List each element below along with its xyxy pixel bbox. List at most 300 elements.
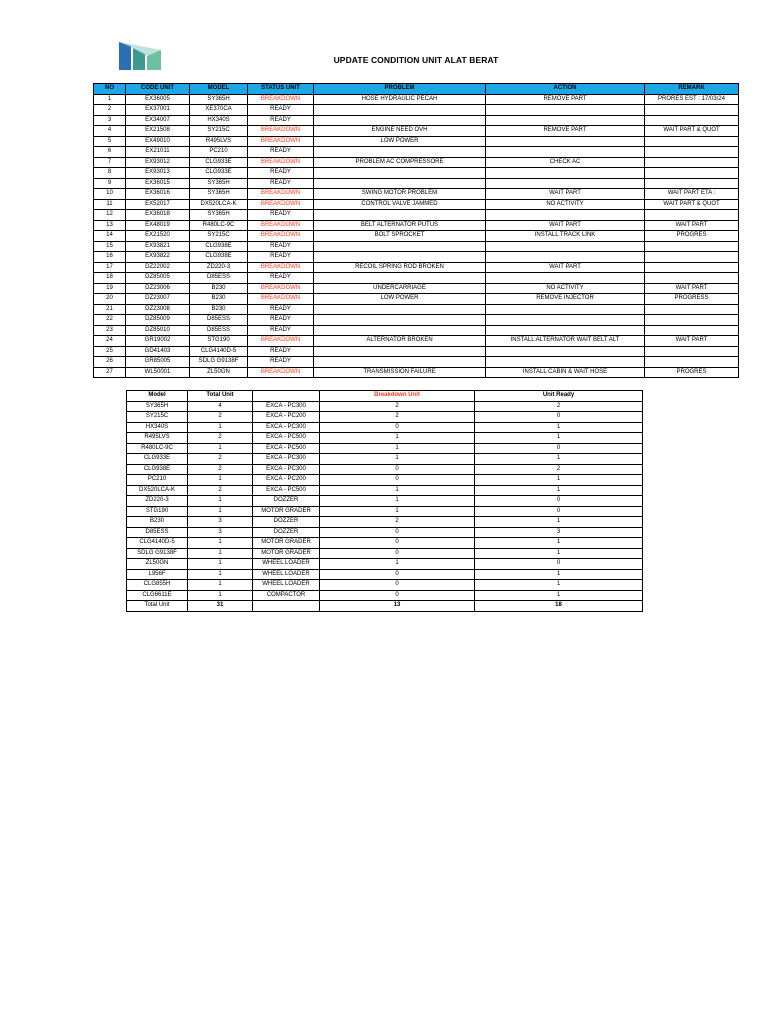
summary-cell-category: EXCA - PC500 [253,485,320,496]
col-header-no: NO [94,84,126,95]
summary-row [127,422,643,433]
cell-model: STG190 [190,336,248,347]
cell-no: 2 [94,105,126,116]
summary-cell-model: CLG4140D-5 [127,538,188,549]
summary-cell-total: 3 [188,517,253,528]
summary-cell-model: B230 [127,517,188,528]
summary-cell-category: DOZZER [253,527,320,538]
cell-action [486,252,645,263]
cell-no: 19 [94,283,126,294]
cell-model: SY215C [190,126,248,137]
summary-cell-total: 1 [188,590,253,601]
cell-status: BREAKDOWN [248,231,314,242]
summary-cell-ready: 1 [475,485,643,496]
cell-problem [314,346,486,357]
col-header-status: STATUS UNIT [248,84,314,95]
cell-problem: ENGINE NEED OVH [314,126,486,137]
cell-action [486,325,645,336]
cell-status: READY [248,325,314,336]
table-row [94,262,739,273]
cell-no: 11 [94,199,126,210]
cell-action: INSTALL ALTERNATOR WAIT BELT ALT [486,336,645,347]
summary-cell-total: 1 [188,569,253,580]
cell-model: D85ESS [190,325,248,336]
summary-cell-total: 4 [188,401,253,412]
summary-cell-breakdown: 0 [320,590,475,601]
summary-total-total: 31 [188,601,253,612]
summary-cell-ready: 1 [475,569,643,580]
cell-status: BREAKDOWN [248,199,314,210]
cell-code: EX93821 [126,241,190,252]
summary-cell-ready: 1 [475,454,643,465]
cell-remark: WAIT PART [645,336,739,347]
cell-code: EX36005 [126,94,190,105]
summary-cell-model: SY215C [127,412,188,423]
summary-row [127,506,643,517]
summary-cell-category: WHEEL LOADER [253,559,320,570]
cell-remark: WAIT PART [645,283,739,294]
cell-status: READY [248,252,314,263]
summary-cell-total: 2 [188,454,253,465]
cell-remark [645,178,739,189]
summary-cell-model: D85ESS [127,527,188,538]
table-row [94,283,739,294]
cell-problem [314,357,486,368]
cell-model: HX340S [190,115,248,126]
cell-no: 13 [94,220,126,231]
cell-problem [314,115,486,126]
summary-row [127,412,643,423]
summary-cell-model: SY365H [127,401,188,412]
cell-remark [645,105,739,116]
summary-total-ready: 18 [475,601,643,612]
cell-model: B230 [190,294,248,305]
cell-action: NO ACTIVITY [486,283,645,294]
summary-cell-breakdown: 0 [320,548,475,559]
cell-status: READY [248,168,314,179]
col-header-remark: REMARK [645,84,739,95]
table-row [94,315,739,326]
cell-model: R495LVS [190,136,248,147]
cell-remark: PROGRES [645,367,739,378]
summary-cell-ready: 1 [475,548,643,559]
cell-action [486,105,645,116]
cell-action: CHECK AC [486,157,645,168]
summary-cell-model: L956F [127,569,188,580]
cell-action [486,273,645,284]
summary-cell-total: 1 [188,580,253,591]
cell-no: 20 [94,294,126,305]
cell-remark [645,241,739,252]
cell-no: 21 [94,304,126,315]
cell-status: READY [248,210,314,221]
table-row [94,304,739,315]
summary-cell-category: EXCA - PC200 [253,475,320,486]
summary-cell-total: 2 [188,412,253,423]
cell-status: BREAKDOWN [248,136,314,147]
cell-code: EX93013 [126,168,190,179]
cell-status: BREAKDOWN [248,94,314,105]
cell-code: EX48019 [126,220,190,231]
cell-model: XE370CA [190,105,248,116]
cell-status: BREAKDOWN [248,262,314,273]
summary-total-label: Total Unit [127,601,188,612]
cell-code: EX49010 [126,136,190,147]
cell-no: 6 [94,147,126,158]
cell-model: CLG938E [190,252,248,263]
cell-no: 10 [94,189,126,200]
cell-remark [645,346,739,357]
cell-no: 16 [94,252,126,263]
summary-cell-model: STG190 [127,506,188,517]
summary-row [127,559,643,570]
cell-remark [645,210,739,221]
summary-cell-ready: 1 [475,433,643,444]
summary-cell-category: MOTOR GRADER [253,506,320,517]
cell-action [486,147,645,158]
table-row [94,241,739,252]
summary-cell-total: 2 [188,464,253,475]
cell-status: READY [248,147,314,158]
cell-problem [314,241,486,252]
cell-model: CLG933E [190,157,248,168]
summary-row [127,569,643,580]
cell-problem [314,168,486,179]
cell-action: INSTALL CABIN & WAIT HOSE [486,367,645,378]
summary-cell-ready: 1 [475,538,643,549]
col-header-model: MODEL [190,84,248,95]
summary-cell-total: 3 [188,527,253,538]
table-row [94,189,739,200]
summary-cell-breakdown: 1 [320,454,475,465]
summary-cell-breakdown: 1 [320,443,475,454]
cell-action: WAIT PART [486,262,645,273]
cell-action [486,168,645,179]
unit-condition-table [93,83,739,378]
summary-cell-model: R480LC-9C [127,443,188,454]
cell-code: EX93012 [126,157,190,168]
cell-action [486,178,645,189]
cell-action [486,304,645,315]
cell-problem: BOLT SPROCKET [314,231,486,242]
cell-code: DZ22002 [126,262,190,273]
cell-no: 5 [94,136,126,147]
cell-status: READY [248,357,314,368]
cell-status: READY [248,105,314,116]
summary-cell-total: 1 [188,538,253,549]
cell-remark [645,252,739,263]
cell-status: READY [248,315,314,326]
cell-code: GR19002 [126,336,190,347]
cell-problem: BELT ALTERNATOR PUTUS [314,220,486,231]
table-row [94,168,739,179]
summary-cell-ready: 0 [475,496,643,507]
summary-cell-model: CLG933E [127,454,188,465]
summary-cell-breakdown: 1 [320,433,475,444]
cell-model: SY365H [190,94,248,105]
cell-model: SY365H [190,189,248,200]
cell-problem: TRANSMISSION FAILURE [314,367,486,378]
summary-cell-category: EXCA - PC200 [253,412,320,423]
summary-cell-ready: 0 [475,443,643,454]
summary-cell-category: EXCA - PC300 [253,422,320,433]
col-header-code: CODE UNIT [126,84,190,95]
cell-no: 27 [94,367,126,378]
summary-cell-total: 2 [188,485,253,496]
summary-header-breakdown: Breakdown Unit [320,391,475,402]
col-header-action: ACTION [486,84,645,95]
summary-row [127,548,643,559]
summary-cell-category: DOZZER [253,517,320,528]
summary-cell-ready: 2 [475,464,643,475]
summary-cell-category: EXCA - PC300 [253,464,320,475]
cell-model: SDLG G9138F [190,357,248,368]
cell-action: WAIT PART [486,220,645,231]
summary-total-row [127,601,643,612]
summary-cell-model: R495LVS [127,433,188,444]
cell-status: BREAKDOWN [248,126,314,137]
summary-total-breakdown: 13 [320,601,475,612]
summary-cell-breakdown: 2 [320,517,475,528]
cell-problem [314,210,486,221]
summary-cell-category: COMPACTOR [253,590,320,601]
cell-code: EX21520 [126,231,190,242]
cell-code: DZ85005 [126,273,190,284]
cell-code: DZ23008 [126,304,190,315]
cell-remark [645,157,739,168]
cell-no: 18 [94,273,126,284]
cell-problem [314,315,486,326]
summary-cell-breakdown: 0 [320,475,475,486]
summary-row [127,527,643,538]
model-summary-table [126,390,643,612]
cell-status: BREAKDOWN [248,283,314,294]
summary-cell-model: SDLG G9138F [127,548,188,559]
summary-cell-model: CLG6611E [127,590,188,601]
summary-cell-model: ZD220-3 [127,496,188,507]
table-row [94,325,739,336]
cell-status: BREAKDOWN [248,220,314,231]
summary-cell-category: WHEEL LOADER [253,580,320,591]
table-row [94,94,739,105]
cell-model: B230 [190,283,248,294]
cell-remark [645,136,739,147]
cell-no: 3 [94,115,126,126]
table-row [94,336,739,347]
cell-remark [645,315,739,326]
cell-code: EX52017 [126,199,190,210]
summary-cell-breakdown: 1 [320,496,475,507]
cell-no: 7 [94,157,126,168]
cell-remark: WAIT PART ETA : [645,189,739,200]
cell-problem: PROBLEM AC COMPRESSORE [314,157,486,168]
table-row [94,157,739,168]
cell-code: EX37001 [126,105,190,116]
summary-cell-ready: 1 [475,422,643,433]
cell-no: 24 [94,336,126,347]
summary-row [127,433,643,444]
cell-no: 26 [94,357,126,368]
summary-row [127,475,643,486]
cell-status: BREAKDOWN [248,157,314,168]
summary-cell-model: CLG855H [127,580,188,591]
cell-no: 9 [94,178,126,189]
summary-header-ready: Unit Ready [475,391,643,402]
cell-model: PC210 [190,147,248,158]
table-row [94,273,739,284]
cell-problem [314,105,486,116]
table-row [94,147,739,158]
summary-cell-category: WHEEL LOADER [253,569,320,580]
cell-problem: UNDERCARRIAGE [314,283,486,294]
table-row [94,367,739,378]
table-row [94,346,739,357]
table-row [94,178,739,189]
cell-code: EX34007 [126,115,190,126]
cell-action: REMOVE INJECTOR [486,294,645,305]
cell-remark [645,273,739,284]
cell-action: REMOVE PART [486,126,645,137]
table-row [94,252,739,263]
summary-cell-breakdown: 1 [320,506,475,517]
summary-cell-category: MOTOR GRADER [253,548,320,559]
cell-no: 1 [94,94,126,105]
summary-cell-breakdown: 2 [320,412,475,423]
summary-cell-category: MOTOR GRADER [253,538,320,549]
summary-cell-category: EXCA - PC300 [253,454,320,465]
summary-cell-total: 1 [188,496,253,507]
cell-problem [314,252,486,263]
cell-code: GD41403 [126,346,190,357]
cell-model: SY365H [190,210,248,221]
summary-cell-breakdown: 1 [320,559,475,570]
table-header-row [94,84,739,95]
summary-cell-ready: 1 [475,517,643,528]
cell-problem [314,147,486,158]
summary-row [127,517,643,528]
cell-remark: WAIT PART & QUOT [645,199,739,210]
cell-remark: PRORES EST : 17/03/24 [645,94,739,105]
table-row [94,210,739,221]
summary-row [127,464,643,475]
cell-code: DZ85010 [126,325,190,336]
table-row [94,136,739,147]
summary-cell-total: 1 [188,548,253,559]
cell-status: READY [248,241,314,252]
cell-code: WL50001 [126,367,190,378]
cell-problem [314,178,486,189]
summary-header-model: Model [127,391,188,402]
summary-cell-total: 1 [188,506,253,517]
cell-action [486,315,645,326]
cell-remark: WAIT PART & QUOT [645,126,739,137]
cell-code: DZ23007 [126,294,190,305]
summary-row [127,401,643,412]
cell-problem: SWING MOTOR PROBLEM [314,189,486,200]
cell-code: EX93822 [126,252,190,263]
cell-code: EX21011 [126,147,190,158]
cell-status: READY [248,273,314,284]
cell-remark: PROGRES [645,231,739,242]
cell-code: DZ23006 [126,283,190,294]
summary-row [127,485,643,496]
cell-no: 25 [94,346,126,357]
cell-status: READY [248,178,314,189]
cell-status: BREAKDOWN [248,367,314,378]
summary-cell-model: PC210 [127,475,188,486]
summary-cell-breakdown: 0 [320,538,475,549]
summary-cell-total: 1 [188,475,253,486]
summary-cell-category: EXCA - PC500 [253,443,320,454]
cell-model: B230 [190,304,248,315]
cell-model: CLG933E [190,168,248,179]
table-row [94,231,739,242]
summary-cell-category: DOZZER [253,496,320,507]
cell-model: ZL50GN [190,367,248,378]
cell-remark: WAIT PART [645,220,739,231]
cell-no: 22 [94,315,126,326]
table-row [94,294,739,305]
summary-cell-model: CLG938E [127,464,188,475]
cell-action [486,136,645,147]
table-row [94,115,739,126]
cell-code: EX36018 [126,210,190,221]
cell-status: BREAKDOWN [248,189,314,200]
cell-model: ZD220-3 [190,262,248,273]
summary-row [127,580,643,591]
cell-status: BREAKDOWN [248,294,314,305]
cell-problem: CONTROL VALVE JAMMED [314,199,486,210]
summary-cell-ready: 2 [475,401,643,412]
cell-code: EX36015 [126,178,190,189]
summary-cell-total: 2 [188,433,253,444]
cell-model: DX520LCA-K [190,199,248,210]
cell-no: 8 [94,168,126,179]
cell-no: 12 [94,210,126,221]
summary-cell-breakdown: 0 [320,527,475,538]
cell-status: BREAKDOWN [248,336,314,347]
cell-remark [645,168,739,179]
cell-model: R480LC-9C [190,220,248,231]
cell-action [486,357,645,368]
summary-cell-breakdown: 0 [320,464,475,475]
summary-cell-breakdown: 0 [320,580,475,591]
cell-model: SY365H [190,178,248,189]
cell-action [486,241,645,252]
summary-row [127,538,643,549]
cell-code: EX36016 [126,189,190,200]
cell-model: CLG4140D-5 [190,346,248,357]
cell-status: READY [248,115,314,126]
cell-problem: ALTERNATOR BROKEN [314,336,486,347]
cell-remark [645,262,739,273]
summary-total-category [253,601,320,612]
cell-model: D85ESS [190,315,248,326]
summary-cell-ready: 3 [475,527,643,538]
col-header-problem: PROBLEM [314,84,486,95]
cell-code: DZ85009 [126,315,190,326]
cell-problem: LOW POWER [314,294,486,305]
cell-remark [645,147,739,158]
cell-action [486,210,645,221]
summary-header-row [127,391,643,402]
summary-cell-breakdown: 1 [320,485,475,496]
summary-row [127,590,643,601]
summary-cell-model: DX520LCA-K [127,485,188,496]
table-row [94,357,739,368]
cell-action: WAIT PART [486,189,645,200]
cell-action [486,115,645,126]
